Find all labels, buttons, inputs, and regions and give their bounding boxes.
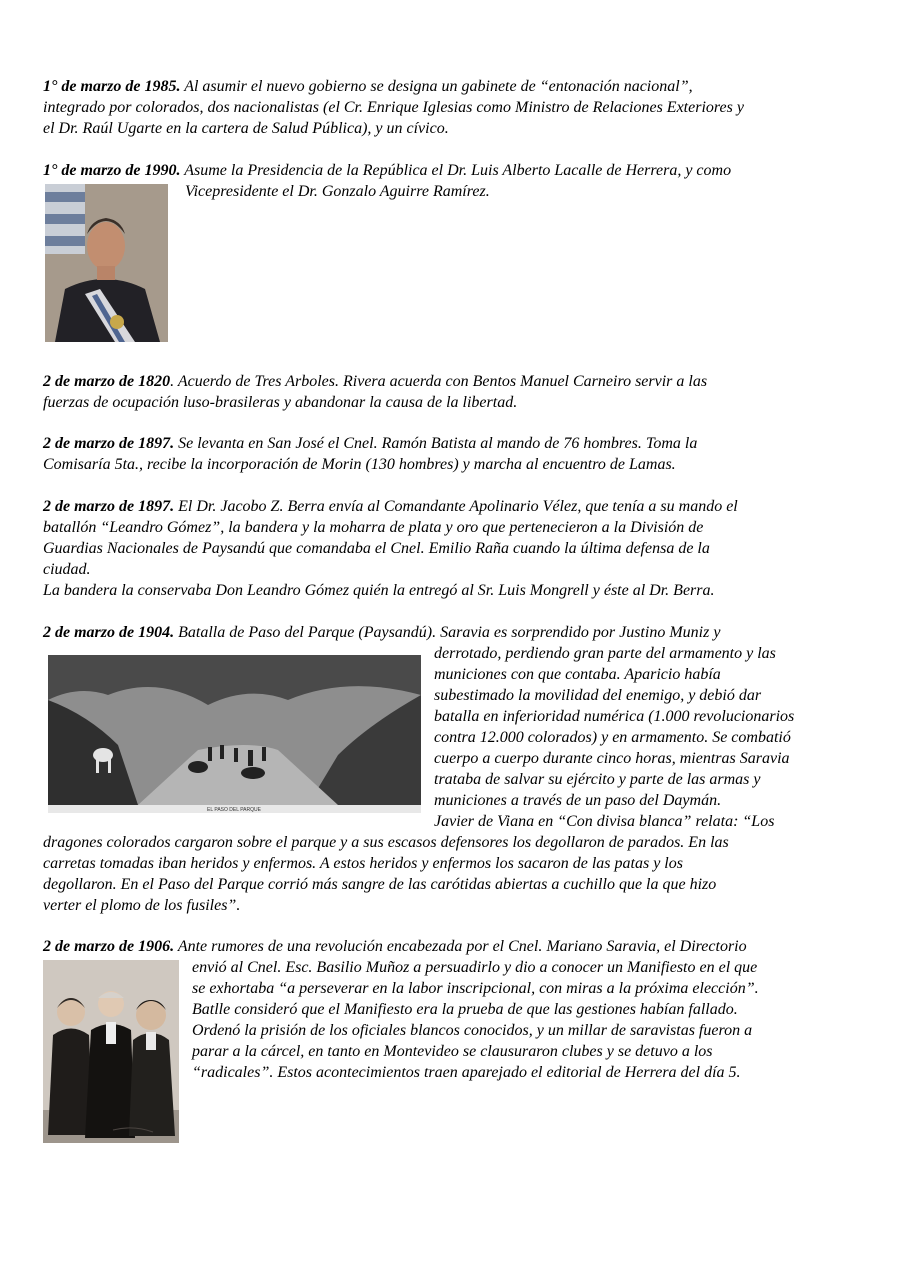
entry-text: dragones colorados cargaron sobre el parque y a sus escasos defensores los degollaron de parados. En las (43, 834, 729, 851)
entry-text: envió al Cnel. Esc. Basilio Muñoz a persuadirlo y dio a conocer un Manifiesto en el que (192, 959, 758, 976)
entry-date: 1° de marzo de 1985. (43, 78, 181, 95)
photo-caption: EL PASO DEL PARQUE (207, 807, 261, 813)
entry-text: cuerpo a cuerpo durante cinco horas, mientras Saravia (434, 750, 790, 767)
entry-text: trataba de salvar su ejército y parte de las armas y (434, 771, 761, 788)
entry-date: 1° de marzo de 1990. (43, 162, 181, 179)
entry-text: contra 12.000 colorados) y en armamento. Se combatió (434, 729, 791, 746)
entry-text: Ante rumores de una revolución encabezada por el Cnel. Mariano Saravia, el Directorio (174, 938, 747, 955)
entry-text: Asume la Presidencia de la República el Dr. Luis Alberto Lacalle de Herrera, y como (180, 162, 732, 179)
entry-text: subestimado la movilidad del enemigo, y debió dar (434, 687, 762, 704)
entry-text: Al asumir el nuevo gobierno se designa un gabinete de “entonación nacional”, (180, 78, 693, 95)
entry-text: Guardias Nacionales de Paysandú que comandaba el Cnel. Emilio Raña cuando la última defensa de la (43, 540, 710, 557)
entry-text: La bandera la conservaba Don Leandro Gómez quién la entregó al Sr. Luis Mongrell y éste al Dr. Berra. (43, 582, 715, 599)
entry-date: 2 de marzo de 1897. (43, 435, 175, 452)
entry-1820 (43, 371, 863, 413)
battle-photo (48, 655, 421, 813)
entry-date: 2 de marzo de 1897. (43, 498, 175, 515)
portrait-icon (45, 184, 168, 342)
entry-text: ciudad. (43, 561, 91, 578)
group-portrait-icon (43, 960, 179, 1143)
entry-text: Batalla de Paso del Parque (Paysandú). Saravia es sorprendido por Justino Muniz y (174, 624, 721, 641)
entry-1897-b (43, 496, 863, 601)
entry-1985 (43, 76, 863, 139)
entry-text: Comisaría 5ta., recibe la incorporación de Morin (130 hombres) y marcha al encuentro de Lamas. (43, 456, 676, 473)
entry-text: batallón “Leandro Gómez”, la bandera y la moharra de plata y oro que pertenecieron a la División de (43, 519, 704, 536)
entry-text: se exhortaba “a perseverar en la labor inscripcional, con miras a la próxima elección”. (192, 980, 759, 997)
entry-text: derrotado, perdiendo gran parte del armamento y las (434, 645, 776, 662)
entry-text: Javier de Viana en “Con divisa blanca” relata: “Los (434, 813, 775, 830)
entry-text: batalla en inferioridad numérica (1.000 revolucionarios (434, 708, 795, 725)
entry-text: municiones con que contaba. Aparicio había (434, 666, 721, 683)
entry-date: 2 de marzo de 1906. (43, 938, 175, 955)
entry-date: 2 de marzo de 1820 (43, 373, 171, 390)
entry-text: El Dr. Jacobo Z. Berra envía al Comandante Apolinario Vélez, que tenía a su mando el (174, 498, 738, 515)
entry-text: Ordenó la prisión de los oficiales blancos conocidos, y un millar de saravistas fueron a (192, 1022, 753, 1039)
entry-text: degollaron. En el Paso del Parque corrió más sangre de las carótidas abiertas a cuchillo que la que hizo (43, 876, 717, 893)
entry-date: 2 de marzo de 1904. (43, 624, 175, 641)
entry-text: carretas tomadas iban heridos y enfermos. A estos heridos y enfermos los sacaron de las patas y los (43, 855, 683, 872)
entry-text: . Acuerdo de Tres Arboles. Rivera acuerda con Bentos Manuel Carneiro servir a las (170, 373, 708, 390)
entry-text: fuerzas de ocupación luso-brasileras y abandonar la causa de la libertad. (43, 394, 518, 411)
group-photo (43, 960, 179, 1143)
entry-text: Vicepresidente el Dr. Gonzalo Aguirre Ramírez. (185, 183, 490, 200)
entry-text: “radicales”. Estos acontecimientos traen aparejado el editorial de Herrera del día 5. (192, 1064, 741, 1081)
entry-text: parar a la cárcel, en tanto en Montevideo se clausuraron clubes y se detuvo a los (192, 1043, 713, 1060)
landscape-icon (48, 655, 421, 813)
entry-text: integrado por colorados, dos nacionalistas (el Cr. Enrique Iglesias como Ministro de Relaciones Exteriores y (43, 99, 744, 116)
entry-text: verter el plomo de los fusiles”. (43, 897, 241, 914)
entry-text: municiones a través de un paso del Daymán. (434, 792, 722, 809)
entry-1897-a (43, 433, 863, 475)
entry-text: Batlle consideró que el Manifiesto era la prueba de que las gestiones habían fallado. (192, 1001, 738, 1018)
portrait-photo (45, 184, 168, 342)
entry-text: el Dr. Raúl Ugarte en la cartera de Salud Pública), y un cívico. (43, 120, 449, 137)
entry-text: Se levanta en San José el Cnel. Ramón Batista al mando de 76 hombres. Toma la (174, 435, 698, 452)
